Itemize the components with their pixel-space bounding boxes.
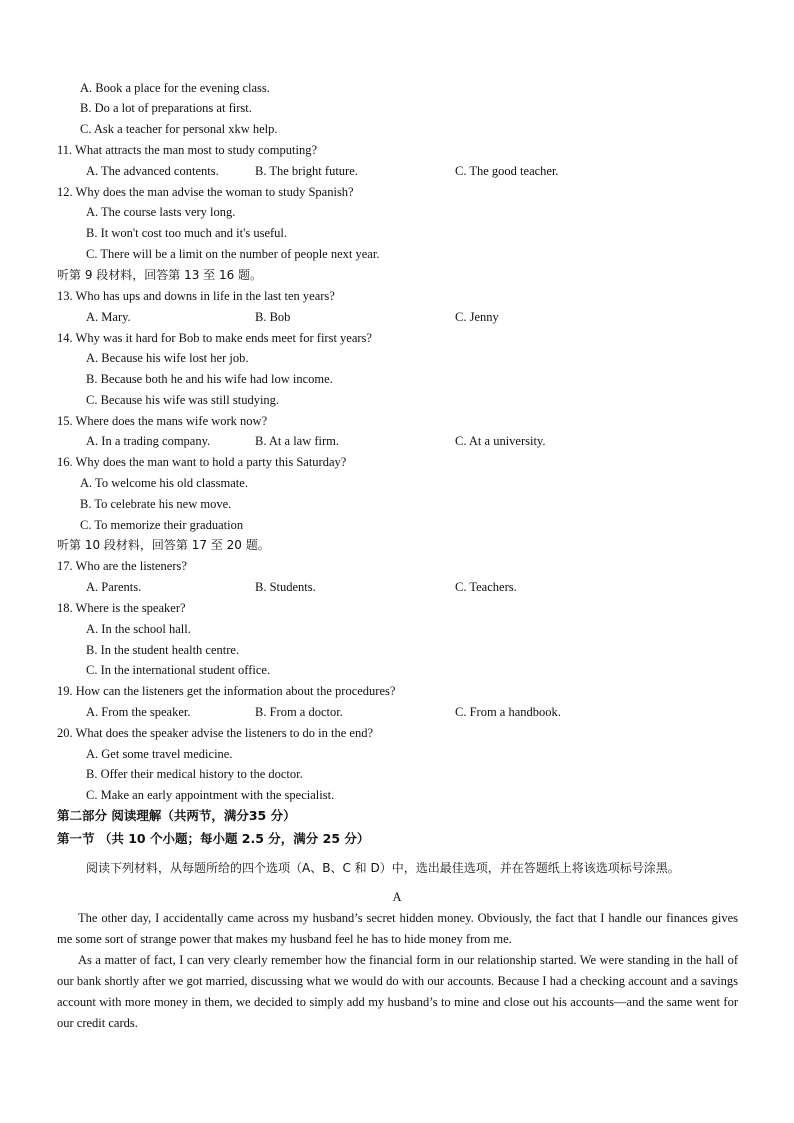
q18-option-c: C. In the international student office. bbox=[86, 663, 271, 677]
q18-stem: 18. Where is the speaker? bbox=[57, 601, 186, 615]
q15-option-a: A. In a trading company. bbox=[86, 434, 211, 448]
q20-option-b: B. Offer their medical history to the doctor. bbox=[86, 767, 303, 781]
q12-option-b: B. It won't cost too much and it's useful. bbox=[86, 226, 288, 240]
q17-option-a: A. Parents. bbox=[86, 580, 142, 594]
q19-stem: 19. How can the listeners get the information about the procedures? bbox=[57, 684, 396, 698]
section-1-heading: 第一节 （共 10 个小题；每小题 2.5 分，满分 25 分） bbox=[57, 831, 370, 846]
q13-stem: 13. Who has ups and downs in life in the last ten years? bbox=[57, 289, 335, 303]
q20-option-c: C. Make an early appointment with the specialist. bbox=[86, 788, 335, 802]
q16-option-a: A. To welcome his old classmate. bbox=[80, 476, 248, 490]
reading-instructions: 阅读下列材料，从每题所给的四个选项（A、B、C 和 D）中，选出最佳选项，并在答题纸上将该选项标号涂黑。 bbox=[86, 861, 680, 875]
q11-stem: 11. What attracts the man most to study computing? bbox=[57, 143, 318, 157]
q12-option-a: A. The course lasts very long. bbox=[86, 205, 236, 219]
q20-stem: 20. What does the speaker advise the listeners to do in the end? bbox=[57, 726, 373, 740]
q17-option-b: B. Students. bbox=[255, 580, 316, 594]
passage-paragraph-1: The other day, I accidentally came across my husband’s secret hidden money. Obviously, the fact that I handle our finances gives me some sort of strange power that makes my husband feel he has to hide money from me. bbox=[57, 911, 738, 946]
q17-option-c: C. Teachers. bbox=[455, 580, 517, 594]
q17-stem: 17. Who are the listeners? bbox=[57, 559, 187, 573]
q11-option-a: A. The advanced contents. bbox=[86, 164, 219, 178]
q12-stem: 12. Why does the man advise the woman to study Spanish? bbox=[57, 185, 354, 199]
q19-option-a: A. From the speaker. bbox=[86, 705, 191, 719]
q12-option-c: C. There will be a limit on the number of people next year. bbox=[86, 247, 380, 261]
q20-option-a: A. Get some travel medicine. bbox=[86, 747, 233, 761]
q14-stem: 14. Why was it hard for Bob to make ends meet for first years? bbox=[57, 331, 372, 345]
q19-option-c: C. From a handbook. bbox=[455, 705, 561, 719]
q13-option-a: A. Mary. bbox=[86, 310, 131, 324]
q18-option-a: A. In the school hall. bbox=[86, 622, 191, 636]
q16-stem: 16. Why does the man want to hold a party this Saturday? bbox=[57, 455, 347, 469]
q14-option-c: C. Because his wife was still studying. bbox=[86, 393, 280, 407]
passage-label: A bbox=[392, 890, 402, 904]
part-2-heading: 第二部分 阅读理解（共两节，满分35 分） bbox=[57, 808, 296, 823]
q11-option-c: C. The good teacher. bbox=[455, 164, 559, 178]
q18-option-b: B. In the student health centre. bbox=[86, 643, 240, 657]
q11-option-b: B. The bright future. bbox=[255, 164, 358, 178]
q13-option-c: C. Jenny bbox=[455, 310, 499, 324]
q10-option-a: A. Book a place for the evening class. bbox=[80, 81, 270, 95]
passage-paragraph-2: As a matter of fact, I can very clearly remember how the financial form in our relationship started. We were standing in the hall of our bank shortly after we got married, discussing what we would do with our accounts. Because I had a checking account and a savings account with more money in them, we decided to simply add my husband’s to mine and close out his accounts—and the same went for our credit cards. bbox=[57, 953, 738, 1030]
q10-option-c: C. Ask a teacher for personal xkw help. bbox=[80, 122, 278, 136]
section-10-instruction: 听第 10 段材料，回答第 17 至 20 题。 bbox=[57, 538, 270, 552]
q15-option-c: C. At a university. bbox=[455, 434, 546, 448]
q13-option-b: B. Bob bbox=[255, 310, 291, 324]
q10-option-b: B. Do a lot of preparations at first. bbox=[80, 101, 252, 115]
q14-option-b: B. Because both he and his wife had low income. bbox=[86, 372, 333, 386]
q16-option-b: B. To celebrate his new move. bbox=[80, 497, 232, 511]
q15-stem: 15. Where does the mans wife work now? bbox=[57, 414, 268, 428]
q19-option-b: B. From a doctor. bbox=[255, 705, 343, 719]
q14-option-a: A. Because his wife lost her job. bbox=[86, 351, 249, 365]
q15-option-b: B. At a law firm. bbox=[255, 434, 340, 448]
section-9-instruction: 听第 9 段材料，回答第 13 至 16 题。 bbox=[57, 268, 263, 282]
q16-option-c: C. To memorize their graduation bbox=[80, 518, 244, 532]
